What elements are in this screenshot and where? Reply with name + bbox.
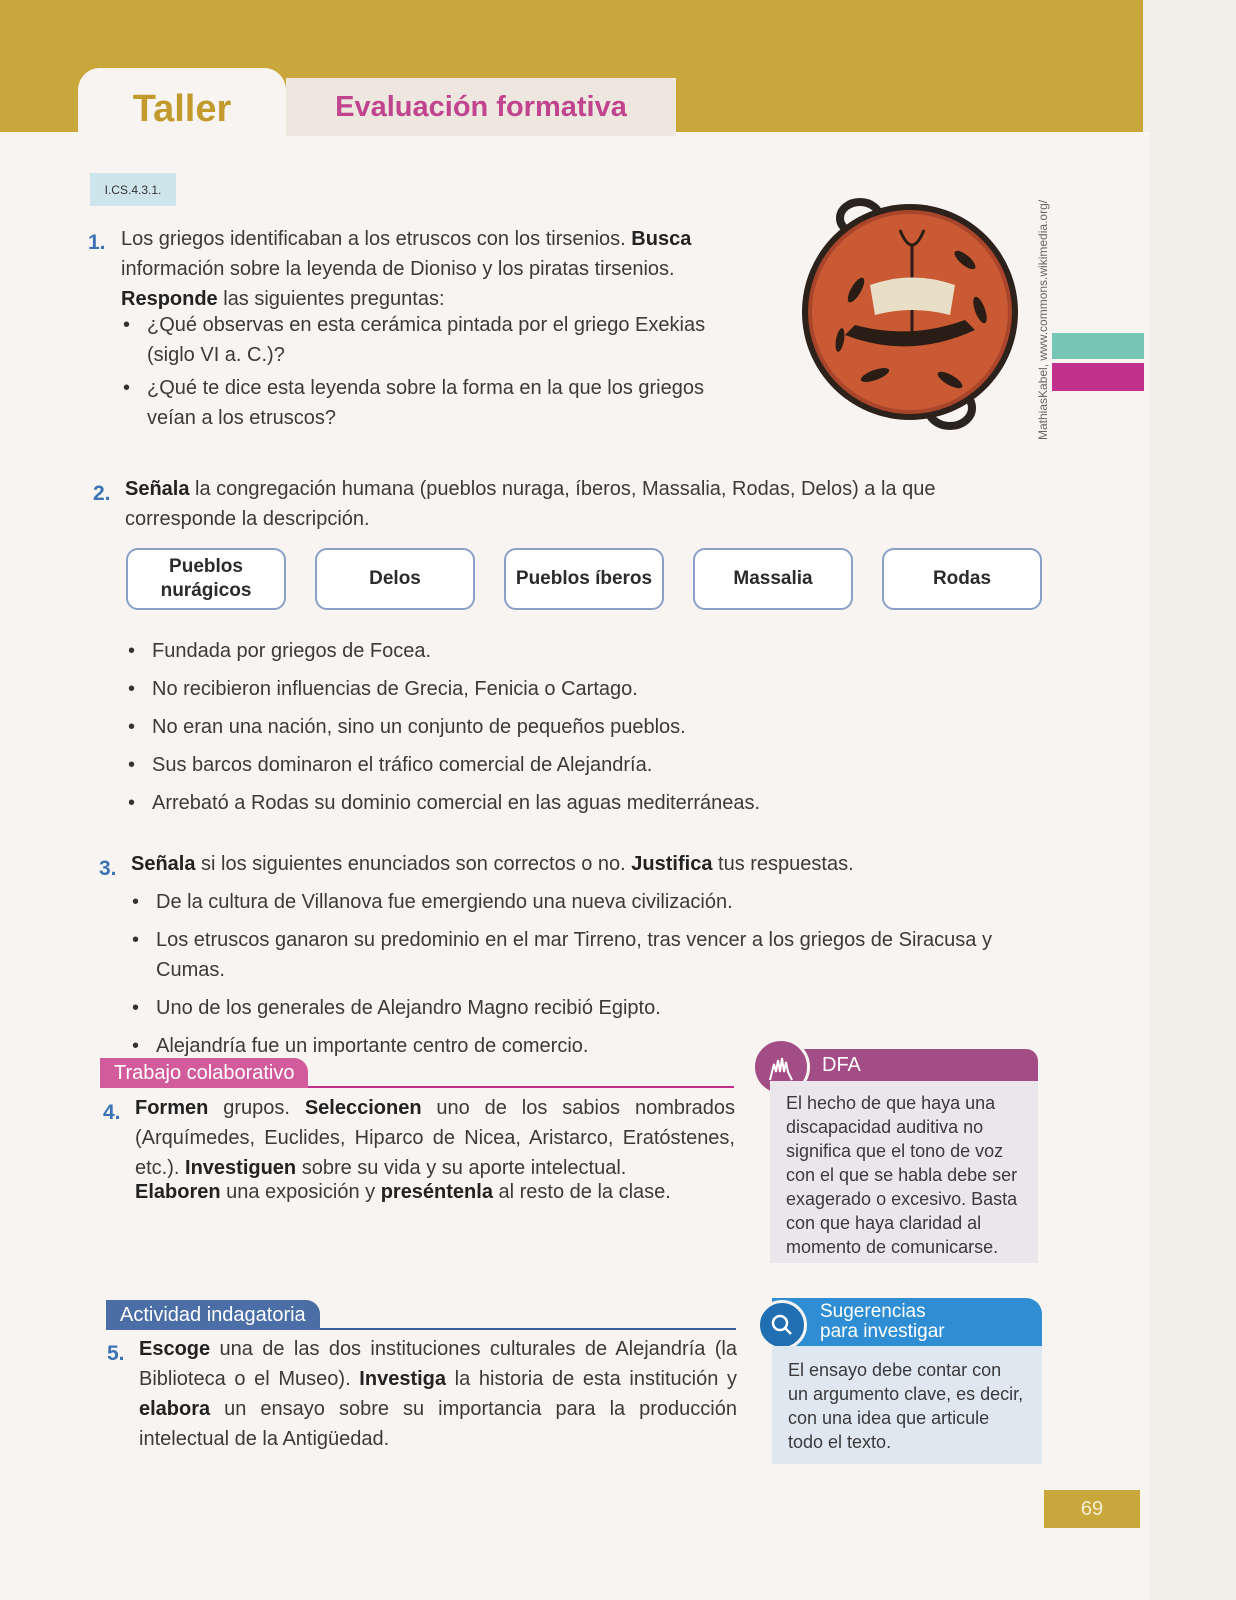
list-item: • ¿Qué te dice esta leyenda sobre la forma en la que los griegos veían a los etruscos? [121, 373, 721, 433]
sugerencias-box [772, 1346, 1042, 1464]
skill-code-badge: I.CS.4.3.1. [90, 173, 176, 206]
list-item: • Los etruscos ganaron su predominio en el mar Tirreno, tras vencer a los griegos de Siracusa y Cumas. [130, 925, 1030, 985]
question-4-text-2: Elaboren una exposición y preséntenla al resto de la clase. [135, 1181, 671, 1203]
answer-box-massalia [693, 548, 853, 610]
list-item: • Fundada por griegos de Focea. [126, 636, 886, 666]
question-2-text: Señala la congregación humana (pueblos nuraga, íberos, Massalia, Rodas, Delos) a la que corresponde la descripción. [125, 478, 936, 530]
answer-box-label: Pueblos nurágicos [160, 556, 252, 601]
question-1-bullets [121, 310, 721, 433]
answer-box-label: Rodas [932, 568, 992, 589]
sugerencias-title-line1: Sugerencias [820, 1301, 926, 1322]
dfa-box [770, 1081, 1038, 1263]
question-1-number: 1. [88, 231, 106, 254]
list-item: • Sus barcos dominaron el tráfico comercial de Alejandría. [126, 750, 886, 780]
answer-box-label: Massalia [733, 568, 813, 589]
question-5-text: Escoge una de las dos instituciones culturales de Alejandría (la Biblioteca o el Museo). Investiga la historia de esta institución y elabora un ensayo sobre su importancia para la producción intelectual de la Antigüedad. [139, 1338, 737, 1450]
answer-box-delos [315, 548, 475, 610]
answer-box-rodas [882, 548, 1042, 610]
magnifier-icon [769, 1312, 795, 1338]
question-2-number: 2. [93, 482, 111, 505]
dfa-title: DFA [822, 1053, 861, 1076]
question-5-number: 5. [107, 1342, 125, 1365]
section-label: Actividad indagatoria [106, 1300, 320, 1330]
list-item: • Uno de los generales de Alejandro Magno recibió Egipto. [130, 993, 1030, 1023]
question-1-text: Los griegos identificaban a los etruscos con los tirsenios. Busca información sobre la leyenda de Dioniso y los piratas tirsenios. Responde las siguientes preguntas: [121, 228, 692, 310]
sugerencias-text: El ensayo debe contar con un argumento clave, es decir, con una idea que articule todo el texto. [788, 1360, 1024, 1452]
section-label: Trabajo colaborativo [100, 1058, 308, 1088]
hands-icon [764, 1050, 798, 1084]
tab-evaluacion-formativa: Evaluación formativa [286, 78, 676, 136]
answer-box-pueblos-nuragicos [126, 548, 286, 610]
image-credit: MathiasKabel, www.commons.wikimedia.org/ [1036, 199, 1050, 440]
search-icon [757, 1300, 807, 1350]
tab-taller: Taller [78, 68, 286, 144]
question-3-text: Señala si los siguientes enunciados son correctos o no. Justifica tus respuestas. [131, 853, 854, 875]
trabajo-colaborativo-header [100, 1058, 734, 1088]
list-item: • Arrebató a Rodas su dominio comercial en las aguas mediterráneas. [126, 788, 886, 818]
greek-kylix-image [800, 190, 1020, 436]
dfa-header [770, 1049, 1038, 1081]
page-margin [1143, 0, 1236, 1600]
list-item: • Alejandría fue un importante centro de comercio. [130, 1031, 1030, 1061]
question-2-bullets [126, 636, 886, 818]
list-item: • ¿Qué observas en esta cerámica pintada por el griego Exekias (siglo VI a. C.)? [121, 310, 721, 370]
list-item: • No recibieron influencias de Grecia, Fenicia o Cartago. [126, 674, 886, 704]
answer-box-label: Delos [369, 568, 421, 589]
question-3-number: 3. [99, 857, 117, 880]
decorative-bar [1052, 333, 1144, 359]
question-4-number: 4. [103, 1101, 121, 1124]
question-3-bullets [130, 887, 1030, 1061]
answer-box-pueblos-iberos [504, 548, 664, 610]
question-4-text: Formen grupos. Seleccionen uno de los sabios nombrados (Arquímedes, Euclides, Hiparco de Nicea, Aristarco, Eratóstenes, etc.). Investiguen sobre su vida y su aporte intelectual. [135, 1097, 736, 1179]
answer-boxes [126, 548, 1042, 612]
sugerencias-header [772, 1298, 1042, 1346]
sugerencias-title-line2: para investigar [820, 1321, 945, 1342]
dfa-text: El hecho de que haya una discapacidad auditiva no significa que el tono de voz con el que se habla debe ser exagerado o excesivo. Basta con que haya claridad al momento de comunicarse. [786, 1093, 1018, 1257]
list-item: • No eran una nación, sino un conjunto de pequeños pueblos. [126, 712, 886, 742]
list-item: • De la cultura de Villanova fue emergiendo una nueva civilización. [130, 887, 1030, 917]
decorative-bar [1052, 363, 1144, 391]
answer-box-label: Pueblos íberos [515, 568, 653, 589]
page-number: 69 [1044, 1490, 1140, 1528]
actividad-indagatoria-header [106, 1300, 736, 1330]
